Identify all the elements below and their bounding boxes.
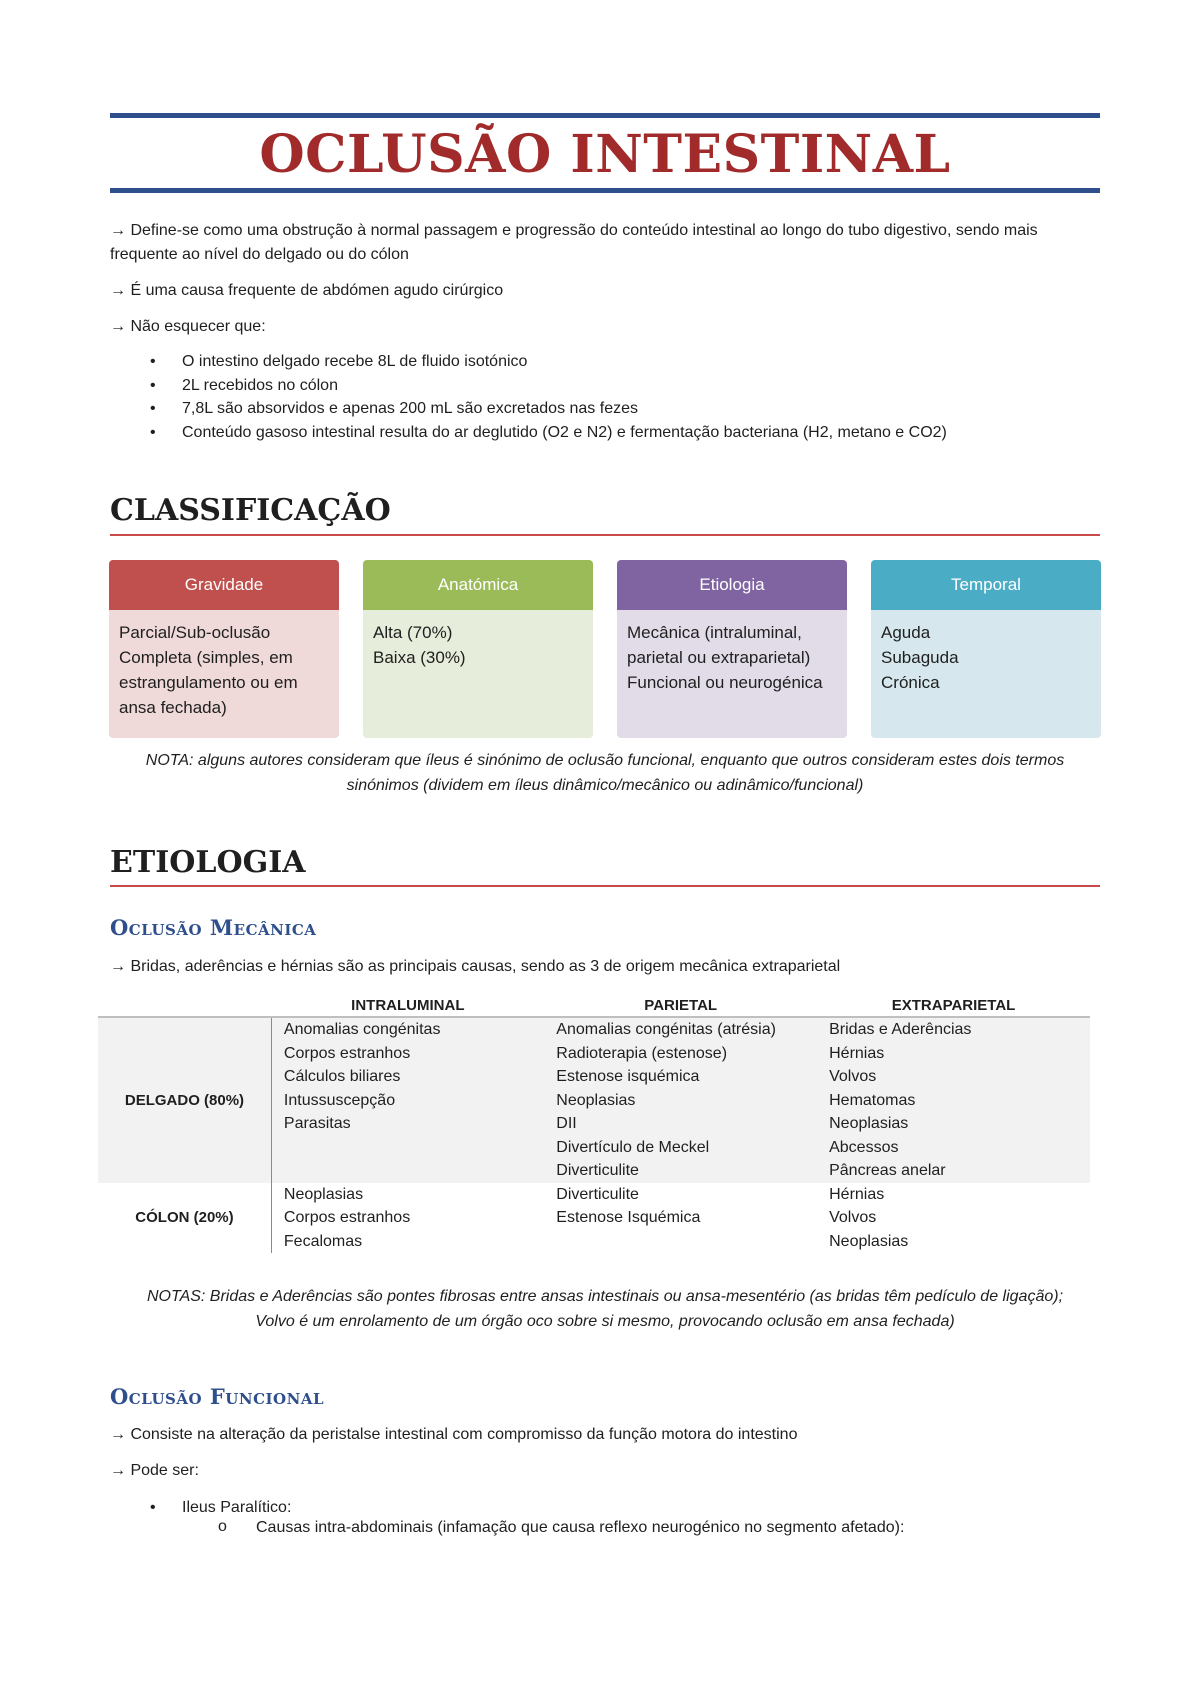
cell-line: Abcessos bbox=[829, 1138, 899, 1156]
subsection-heading-mecanica: Oclusão Mecânica bbox=[110, 915, 317, 940]
list-item: • Conteúdo gasoso intestinal resulta do ar deglutido (O2 e N2) e fermentação bacteriana (H2, metano e CO2) bbox=[150, 421, 947, 445]
table-header: PARIETAL bbox=[544, 994, 817, 1017]
cell-line: Diverticulite bbox=[556, 1185, 639, 1203]
card-line: Baixa (30%) bbox=[373, 648, 466, 667]
card-header: Gravidade bbox=[109, 560, 339, 610]
subsection-heading-funcional: Oclusão Funcional bbox=[110, 1384, 325, 1409]
classificacao-note: NOTA: alguns autores consideram que íleus é sinónimo de oclusão funcional, enquanto que outros consideram estes dois termos sinónimos (dividem em íleus dinâmico/mecânico ou adinâmico/funcional) bbox=[145, 752, 1065, 794]
title-bottom-rule bbox=[110, 188, 1100, 193]
funcional-pode-ser: → Pode ser: bbox=[110, 1462, 199, 1479]
table-header-empty bbox=[98, 994, 271, 1017]
cell-line: Estenose Isquémica bbox=[556, 1209, 701, 1226]
cell-line: Intussuscepção bbox=[283, 1091, 396, 1109]
cell-line: Estenose isquémica bbox=[556, 1068, 700, 1085]
cell-line: Neoplasias bbox=[283, 1185, 364, 1203]
intro-cause: → É uma causa frequente de abdómen agudo cirúrgico bbox=[110, 282, 504, 299]
card-body bbox=[109, 610, 339, 738]
table-cell bbox=[271, 1017, 544, 1183]
cell-line: Parasitas bbox=[283, 1115, 351, 1132]
cell-line: Hérnias bbox=[829, 1185, 885, 1203]
sub-bullet-marker: o bbox=[218, 1518, 227, 1535]
cell-line: Hérnias bbox=[829, 1044, 885, 1062]
mecanica-note-2: Volvo é um enrolamento de um órgão oco sobre si mesmo, provocando oclusão em ansa fechada) bbox=[255, 1313, 955, 1330]
cell-line: Corpos estranhos bbox=[283, 1044, 411, 1062]
card-line: Crónica bbox=[881, 673, 940, 692]
cell-line: Diverticulite bbox=[556, 1162, 639, 1179]
table-row bbox=[98, 1017, 1090, 1183]
table-header: EXTRAPARIETAL bbox=[817, 994, 1090, 1017]
section-rule bbox=[110, 885, 1100, 887]
cell-line: Fecalomas bbox=[283, 1232, 363, 1250]
section-rule bbox=[110, 534, 1100, 536]
title-top-rule bbox=[110, 113, 1100, 118]
cell-line: Anomalias congénitas bbox=[283, 1021, 441, 1038]
card-line: Completa (simples, em estrangulamento ou em ansa fechada) bbox=[119, 648, 298, 717]
table-header: INTRALUMINAL bbox=[271, 994, 544, 1017]
intro-definition: → Define-se como uma obstrução à normal passagem e progressão do conteúdo intestinal ao longo do tubo digestivo, sendo mais frequente ao nível do delgado ou do cólon bbox=[110, 222, 1038, 263]
cell-line: Divertículo de Meckel bbox=[556, 1138, 710, 1156]
card-anatomica bbox=[363, 560, 593, 738]
card-header: Temporal bbox=[871, 560, 1101, 610]
cell-line: Volvos bbox=[829, 1209, 877, 1226]
table-cell bbox=[817, 1183, 1090, 1254]
table-cell bbox=[271, 1183, 544, 1254]
card-body bbox=[363, 610, 593, 738]
list-item: • 7,8L são absorvidos e apenas 200 mL são excretados nas fezes bbox=[150, 397, 947, 421]
table-cell bbox=[817, 1017, 1090, 1183]
funcional-intro: → Consiste na alteração da peristalse intestinal com compromisso da função motora do intestino bbox=[110, 1426, 798, 1443]
row-label: CÓLON (20%) bbox=[98, 1183, 271, 1254]
intro-bullet-list bbox=[150, 350, 947, 444]
card-line: Subaguda bbox=[881, 648, 959, 667]
card-line: Aguda bbox=[881, 623, 931, 642]
card-line: Mecânica (intraluminal, parietal ou extraparietal) bbox=[627, 623, 811, 667]
cell-line: DII bbox=[556, 1115, 577, 1132]
card-line: Parcial/Sub-oclusão bbox=[119, 623, 271, 642]
card-body bbox=[871, 610, 1101, 738]
etiologia-table bbox=[98, 994, 1090, 1253]
card-header: Etiologia bbox=[617, 560, 847, 610]
cell-line: Bridas e Aderências bbox=[829, 1021, 972, 1038]
intro-remember: → Não esquecer que: bbox=[110, 318, 266, 335]
cell-line: Volvos bbox=[829, 1068, 877, 1085]
cell-line: Anomalias congénitas (atrésia) bbox=[556, 1021, 776, 1038]
card-etiologia bbox=[617, 560, 847, 738]
cell-line: Radioterapia (estenose) bbox=[556, 1044, 728, 1062]
table-cell bbox=[544, 1017, 817, 1183]
card-body bbox=[617, 610, 847, 738]
card-header: Anatómica bbox=[363, 560, 593, 610]
table-header-row bbox=[98, 994, 1090, 1017]
table-cell bbox=[544, 1183, 817, 1254]
card-line: Funcional ou neurogénica bbox=[627, 673, 823, 692]
cell-line: Hematomas bbox=[829, 1091, 916, 1109]
cell-line: Corpos estranhos bbox=[283, 1209, 411, 1226]
cell-line: Pâncreas anelar bbox=[829, 1162, 946, 1179]
list-item: • 2L recebidos no cólon bbox=[150, 374, 947, 398]
cell-line: Neoplasias bbox=[829, 1115, 909, 1132]
list-item: • Ileus Paralítico: bbox=[150, 1496, 291, 1520]
cell-line: Neoplasias bbox=[829, 1232, 909, 1250]
page-title: OCLUSÃO INTESTINAL bbox=[259, 124, 951, 185]
mecanica-note-1: NOTAS: Bridas e Aderências são pontes fibrosas entre ansas intestinais ou ansa-mesentério (as bridas têm pedículo de ligação); bbox=[146, 1288, 1064, 1305]
cell-line: Cálculos biliares bbox=[283, 1068, 401, 1085]
card-gravidade bbox=[109, 560, 339, 738]
section-heading-classificacao: CLASSIFICAÇÃO bbox=[110, 493, 391, 528]
card-temporal bbox=[871, 560, 1101, 738]
row-label: DELGADO (80%) bbox=[98, 1017, 271, 1183]
section-heading-etiologia: ETIOLOGIA bbox=[110, 845, 306, 880]
cell-line: Neoplasias bbox=[556, 1091, 636, 1109]
mecanica-intro: → Bridas, aderências e hérnias são as principais causas, sendo as 3 de origem mecânica extraparietal bbox=[110, 958, 841, 975]
table-row bbox=[98, 1183, 1090, 1254]
list-item: • O intestino delgado recebe 8L de fluido isotónico bbox=[150, 350, 947, 374]
funcional-sub-item: Causas intra-abdominais (infamação que causa reflexo neurogénico no segmento afetado): bbox=[256, 1519, 905, 1536]
card-line: Alta (70%) bbox=[373, 623, 453, 642]
